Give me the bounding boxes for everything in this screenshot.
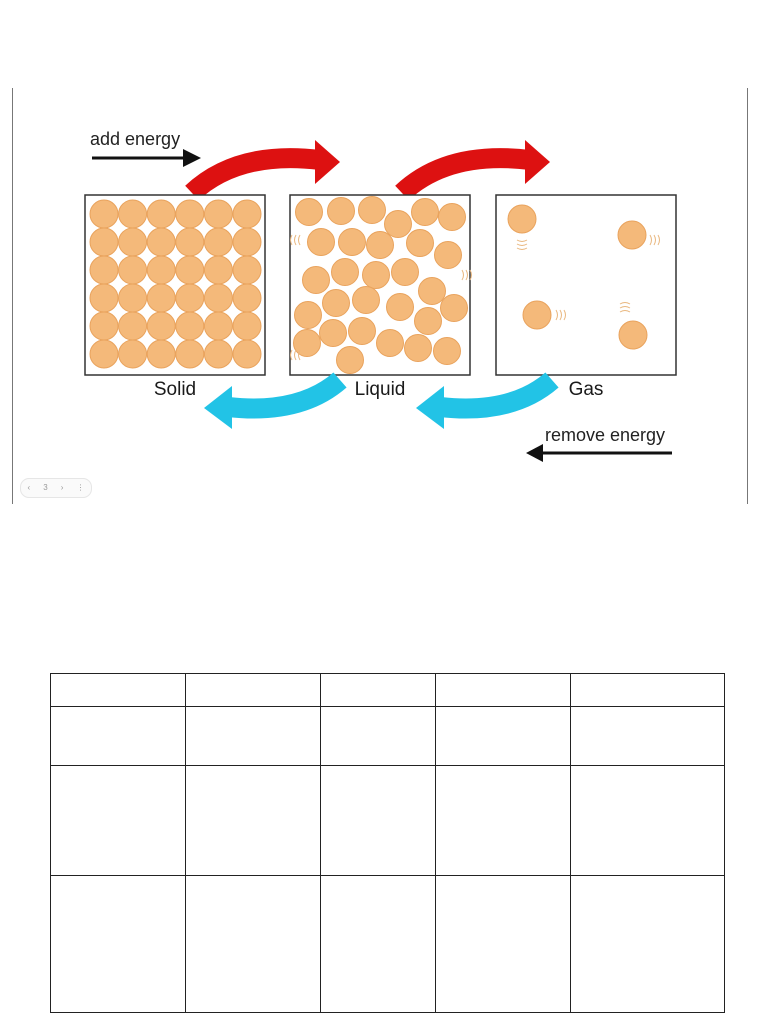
particle — [176, 312, 204, 340]
particle — [233, 200, 261, 228]
particle — [332, 259, 359, 286]
cool-arrow-gas-to-liquid — [416, 380, 552, 429]
particle — [619, 321, 647, 349]
table-cell[interactable] — [436, 707, 571, 766]
add-energy-arrow — [92, 149, 201, 167]
table-cell[interactable] — [186, 674, 321, 707]
slide-frame — [0, 0, 768, 510]
particle — [90, 228, 118, 256]
particle — [353, 287, 380, 314]
particle — [405, 335, 432, 362]
table-cell[interactable] — [571, 674, 725, 707]
particle — [90, 340, 118, 368]
particle — [204, 340, 232, 368]
particle — [434, 338, 461, 365]
state-label-solid: Solid — [153, 379, 197, 400]
particle — [233, 312, 261, 340]
states-comparison-table — [50, 673, 725, 1013]
particle — [415, 308, 442, 335]
particle — [363, 262, 390, 289]
table-cell[interactable] — [571, 766, 725, 876]
remove-energy-arrow — [526, 444, 672, 462]
table-cell[interactable] — [321, 674, 436, 707]
particle — [508, 205, 536, 233]
add-energy-label: add energy — [90, 129, 181, 149]
table-cell[interactable] — [571, 707, 725, 766]
particle — [337, 347, 364, 374]
particle — [147, 312, 175, 340]
particle — [90, 312, 118, 340]
particle — [204, 284, 232, 312]
particle — [147, 256, 175, 284]
state-label-gas: Gas — [568, 379, 604, 400]
particle — [233, 256, 261, 284]
particle — [323, 290, 350, 317]
particle — [147, 340, 175, 368]
slide-navigator — [20, 478, 92, 498]
particle — [435, 242, 462, 269]
table-row — [51, 876, 725, 1013]
table-cell[interactable] — [321, 766, 436, 876]
particle — [296, 199, 323, 226]
more-options-icon[interactable]: ⋮ — [76, 483, 85, 492]
next-slide-icon[interactable]: › — [60, 483, 64, 492]
particle — [233, 340, 261, 368]
particle — [204, 312, 232, 340]
particle — [359, 197, 386, 224]
states-of-matter-diagram — [0, 0, 768, 510]
table-cell[interactable] — [51, 876, 186, 1013]
particle — [204, 228, 232, 256]
particle — [90, 200, 118, 228]
table-cell[interactable] — [51, 707, 186, 766]
table-cell[interactable] — [186, 876, 321, 1013]
particle — [119, 284, 147, 312]
particle — [377, 330, 404, 357]
particle — [204, 200, 232, 228]
particle — [412, 199, 439, 226]
particle — [147, 284, 175, 312]
particle — [176, 284, 204, 312]
particle — [441, 295, 468, 322]
particle — [387, 294, 414, 321]
particle — [176, 256, 204, 284]
particle — [233, 228, 261, 256]
particle — [119, 228, 147, 256]
particle — [320, 320, 347, 347]
particle — [618, 221, 646, 249]
particle — [176, 200, 204, 228]
table-cell[interactable] — [186, 707, 321, 766]
remove-energy-label: remove energy — [545, 425, 666, 445]
state-label-liquid: Liquid — [354, 379, 406, 400]
particle — [294, 330, 321, 357]
table-cell[interactable] — [571, 876, 725, 1013]
table-cell[interactable] — [321, 707, 436, 766]
cool-arrow-liquid-to-solid — [204, 380, 340, 429]
table-cell[interactable] — [186, 766, 321, 876]
particle — [339, 229, 366, 256]
particle — [523, 301, 551, 329]
table-cell[interactable] — [436, 876, 571, 1013]
particle — [147, 228, 175, 256]
particle — [328, 198, 355, 225]
particle — [119, 340, 147, 368]
particle — [176, 340, 204, 368]
particle — [147, 200, 175, 228]
heat-arrow-solid-to-liquid — [192, 140, 340, 193]
particle — [119, 312, 147, 340]
heat-arrow-liquid-to-gas — [402, 140, 550, 193]
table-cell[interactable] — [436, 674, 571, 707]
particle — [349, 318, 376, 345]
particle — [303, 267, 330, 294]
prev-slide-icon[interactable]: ‹ — [27, 483, 31, 492]
particle — [119, 256, 147, 284]
particle — [392, 259, 419, 286]
table-row — [51, 707, 725, 766]
table-row — [51, 674, 725, 707]
table-row — [51, 766, 725, 876]
particle — [119, 200, 147, 228]
particle — [308, 229, 335, 256]
table-cell[interactable] — [51, 674, 186, 707]
table-cell[interactable] — [321, 876, 436, 1013]
particle — [407, 230, 434, 257]
particle — [419, 278, 446, 305]
particle — [176, 228, 204, 256]
particle — [385, 211, 412, 238]
particle — [233, 284, 261, 312]
table-cell[interactable] — [51, 766, 186, 876]
slide-page-number: 3 — [43, 483, 48, 492]
particle — [367, 232, 394, 259]
particle — [90, 284, 118, 312]
table-cell[interactable] — [436, 766, 571, 876]
particle — [90, 256, 118, 284]
particle — [439, 204, 466, 231]
particle — [204, 256, 232, 284]
particle — [295, 302, 322, 329]
